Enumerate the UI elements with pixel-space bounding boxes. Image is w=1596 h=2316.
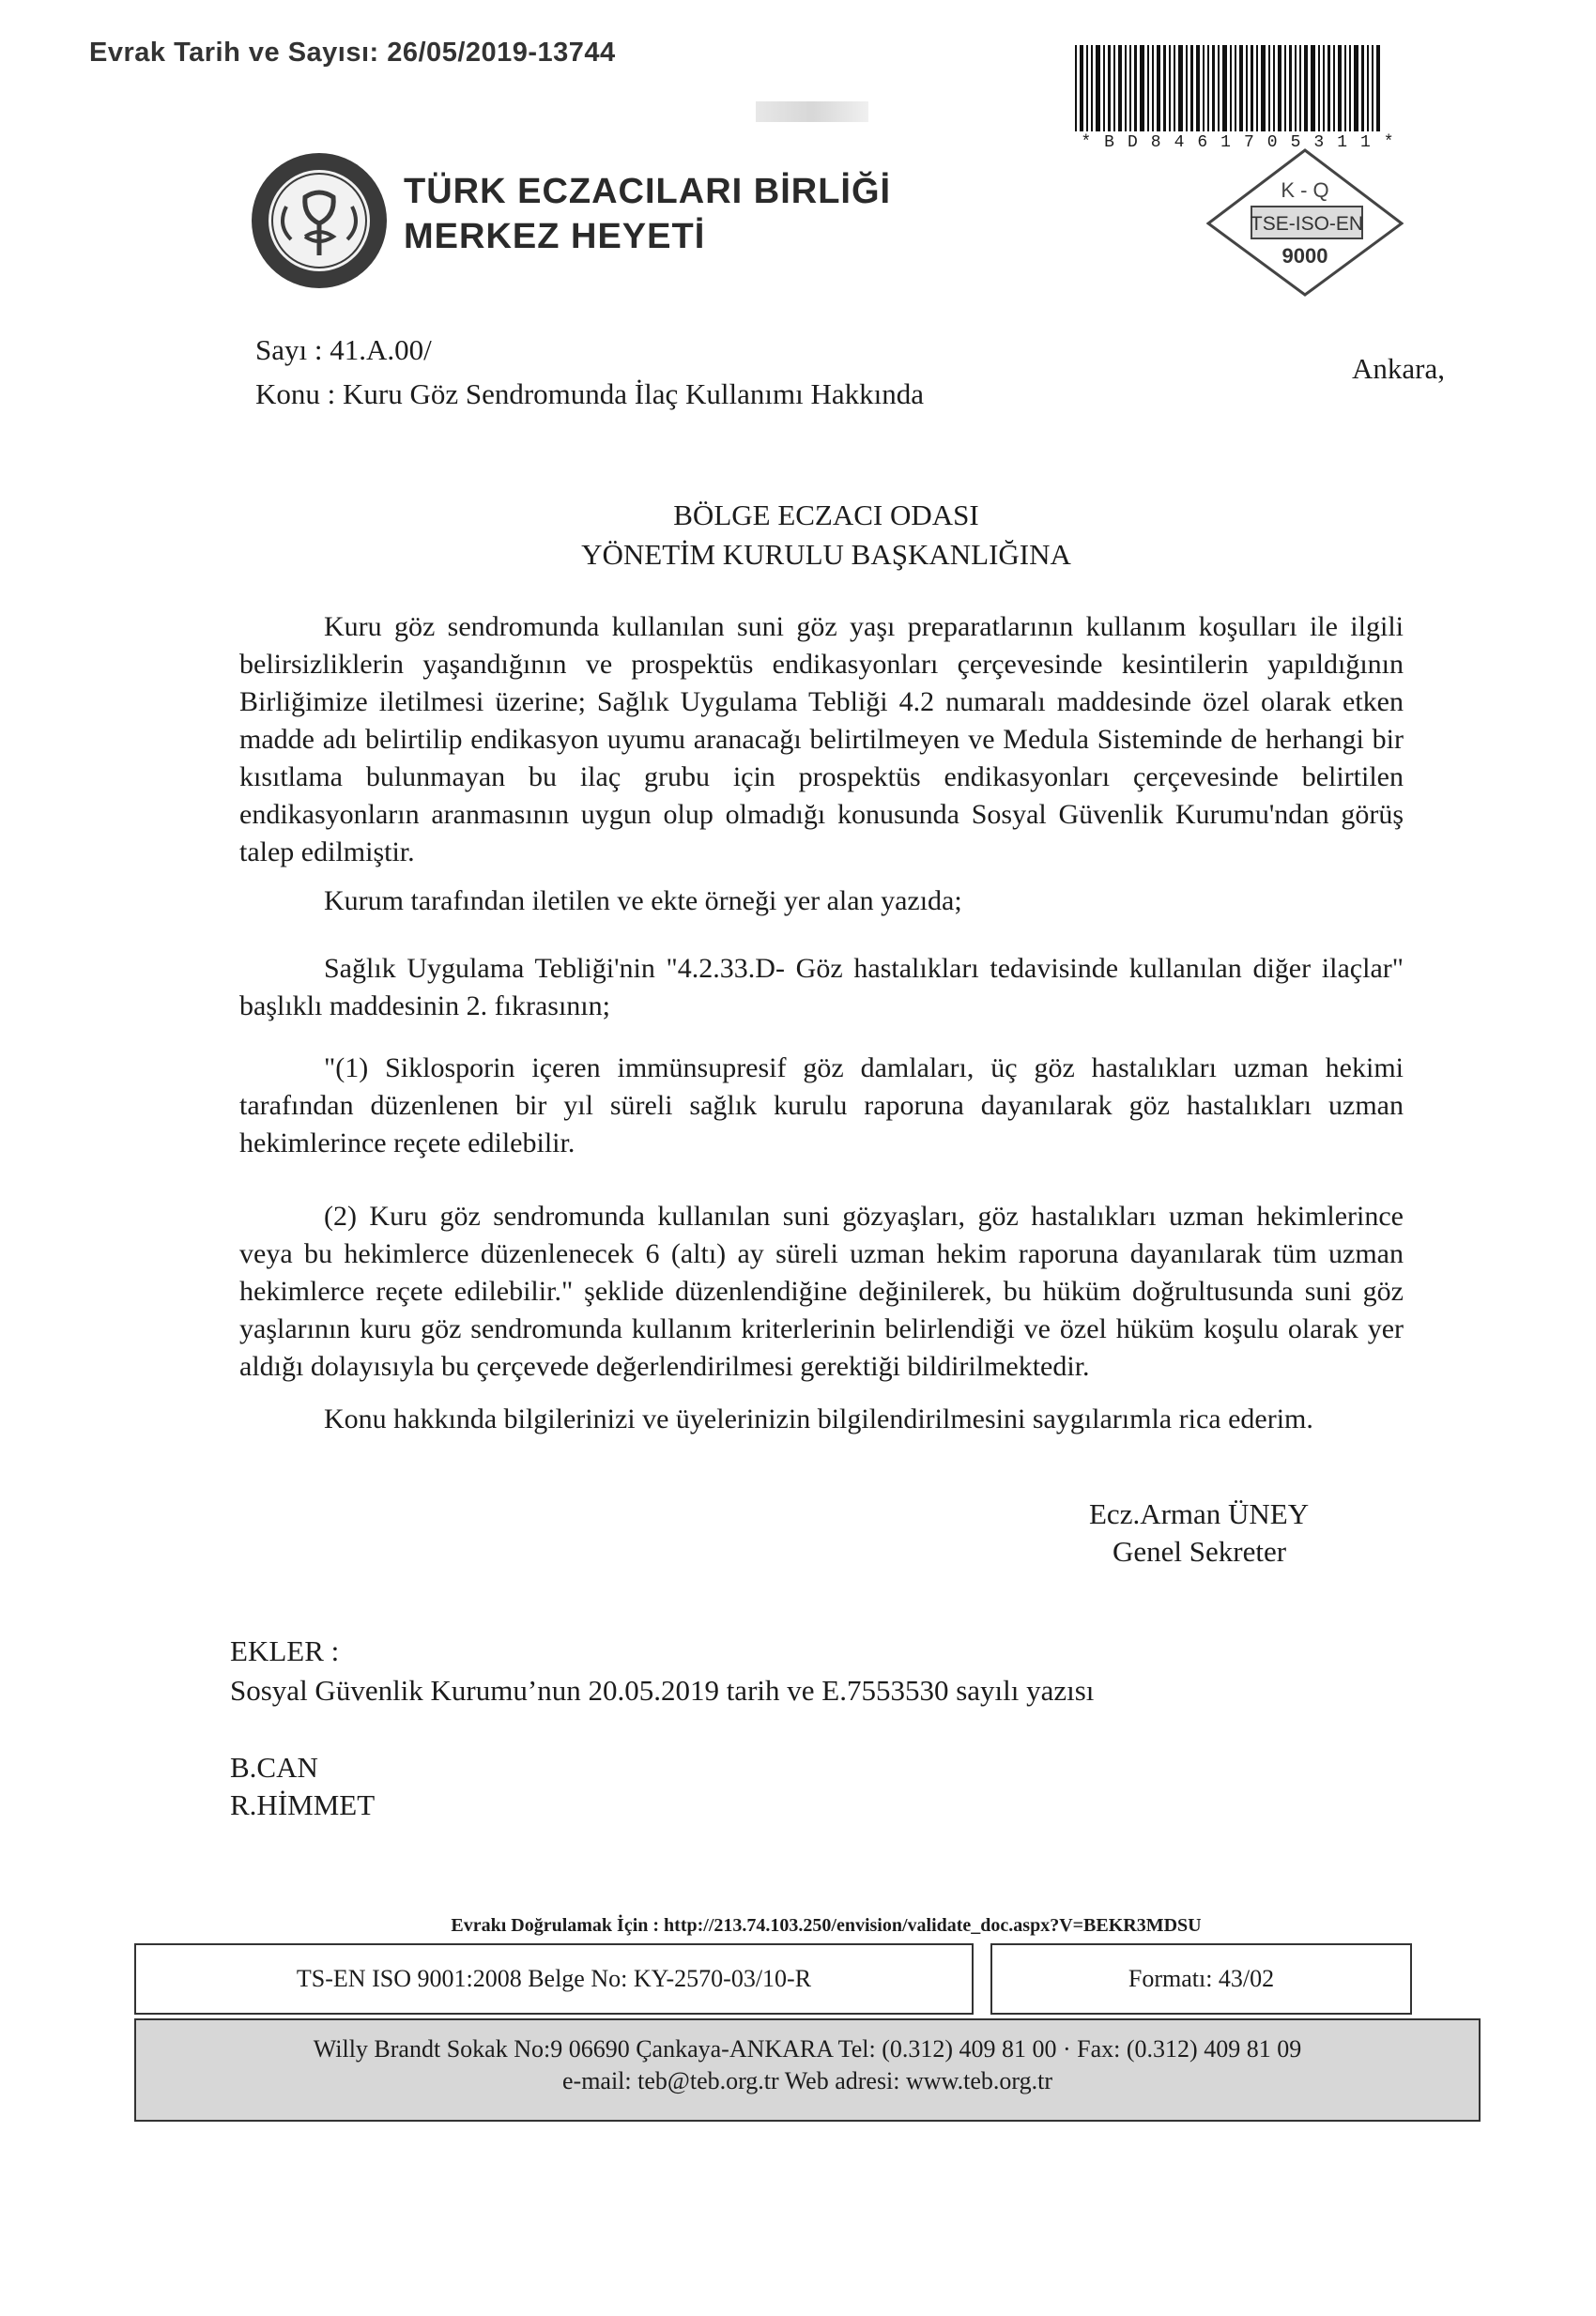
reference-number: Sayı : 41.A.00/	[255, 333, 432, 366]
barcode-bar	[1239, 45, 1243, 131]
barcode-bar	[1152, 45, 1154, 131]
barcode-bar	[1163, 45, 1166, 131]
barcode-bar	[1212, 45, 1215, 131]
body-paragraph-2	[239, 882, 1404, 920]
paragraph-text: (2) Kuru göz sendromunda kullanılan suni gözyaşları, göz hastalıkları uzman hekimlerince veya bu hekimlerce düzenlenecek 6 (altı) ay süreli uzman hekim raporuna dayanılarak tüm uzman hekimlerce reçete edilebilir." şeklide düzenlendiğine değinilerek, bu hüküm doğrultusunda suni göz yaşlarının kuru göz sendromunda kullanım kriterlerinin belirlendiği ve özel hüküm koşulu olarak yer aldığı dolayısıyla bu çerçevede değerlendirilmesi gerektiği bildirilmektedir.	[239, 1201, 1404, 1382]
body-paragraph-5	[239, 1198, 1404, 1386]
signatory-name: Ecz.Arman ÜNEY	[1089, 1497, 1310, 1530]
barcode-bar	[1261, 45, 1266, 131]
paragraph-text: Kurum tarafından iletilen ve ekte örneği yer alan yazıda;	[324, 885, 962, 916]
footer-email-web: e-mail: teb@teb.org.tr Web adresi: www.teb.org.tr	[562, 2067, 1052, 2094]
barcode-bar	[1361, 45, 1364, 131]
barcode-bar	[1318, 45, 1320, 131]
initials-line-1: B.CAN	[230, 1751, 318, 1784]
barcode-bar	[1103, 45, 1105, 131]
barcode-bar	[1268, 45, 1270, 131]
paragraph-text: Konu hakkında bilgilerinizi ve üyelerinizin bilgilendirilmesini saygılarımla rica ederim.	[324, 1403, 1313, 1434]
barcode-text: *BD8461705311*	[1081, 133, 1407, 152]
barcode-bar	[1075, 45, 1077, 131]
barcode-bar	[1222, 45, 1227, 131]
body-paragraph-1	[239, 608, 1404, 871]
barcode-bar	[1186, 45, 1188, 131]
barcode-bar	[1174, 45, 1175, 131]
barcode-bar	[1295, 45, 1297, 131]
barcode-bar	[1284, 45, 1286, 131]
barcode-bar	[1169, 45, 1171, 131]
cert-line-2: TSE-ISO-EN	[1250, 213, 1364, 235]
barcode-bars	[1075, 45, 1413, 131]
barcode-bar	[1311, 45, 1315, 131]
barcode-bar	[1256, 45, 1258, 131]
scan-artifact	[756, 101, 868, 122]
cert-line-3: 9000	[1281, 244, 1328, 268]
barcode-bar	[1125, 45, 1127, 131]
barcode-bar	[1147, 45, 1149, 131]
barcode-bar	[1096, 45, 1100, 131]
verification-link: Evrakı Doğrulamak İçin : http://213.74.103.250/envision/validate_doc.aspx?V=BEKR3MDSU	[451, 1915, 1202, 1936]
barcode-bar	[1230, 45, 1232, 131]
subject-line: Konu : Kuru Göz Sendromunda İlaç Kullanımı Hakkında	[255, 377, 924, 410]
barcode-bar	[1113, 45, 1115, 131]
barcode-bar	[1251, 45, 1253, 131]
barcode-bar	[1218, 45, 1220, 131]
city-date: Ankara,	[1352, 352, 1445, 385]
barcode-bar	[1333, 45, 1335, 131]
barcode-bar	[1203, 45, 1205, 131]
barcode-bar	[1108, 45, 1111, 131]
addressee-line-2: YÖNETİM KURULU BAŞKANLIĞINA	[581, 538, 1071, 571]
signatory-title: Genel Sekreter	[1113, 1535, 1287, 1568]
org-line-2: MERKEZ HEYETİ	[404, 217, 706, 256]
format-text: Formatı: 43/02	[1128, 1965, 1275, 1992]
barcode-bar	[1246, 45, 1248, 131]
barcode-bar	[1129, 45, 1131, 131]
footer-contact	[134, 2018, 1481, 2122]
barcode-bar	[1178, 45, 1183, 131]
iso-certificate-text: TS-EN ISO 9001:2008 Belge No: KY-2570-03/10-R	[296, 1965, 812, 1992]
barcode-bar	[1157, 45, 1160, 131]
barcode-bar	[1349, 45, 1351, 131]
barcode-bar	[1327, 45, 1330, 131]
footer-address: Willy Brandt Sokak No:9 06690 Çankaya-ANKARA Tel: (0.312) 409 81 00 · Fax: (0.312) 409 81 09	[313, 2035, 1302, 2063]
cert-line-1: K - Q	[1281, 178, 1329, 202]
barcode-bar	[1289, 45, 1292, 131]
paragraph-text: Sağlık Uygulama Tebliği'nin "4.2.33.D- Göz hastalıkları tedavisinde kullanılan diğer ilaçlar" başlıklı maddesinin 2. fıkrasının;	[239, 953, 1404, 1021]
barcode-bar	[1338, 45, 1342, 131]
attachment-item: Sosyal Güvenlik Kurumu’nun 20.05.2019 tarih ve E.7553530 sayılı yazısı	[230, 1674, 1095, 1707]
tse-certification-stamp	[1206, 148, 1404, 297]
body-paragraph-4	[239, 1050, 1404, 1162]
barcode-bar	[1235, 45, 1236, 131]
attachments-label: EKLER :	[230, 1634, 340, 1667]
barcode-bar	[1367, 45, 1369, 131]
barcode-bar	[1344, 45, 1346, 131]
barcode-bar	[1323, 45, 1325, 131]
barcode-bar	[1080, 45, 1083, 131]
format-box	[990, 1943, 1412, 2015]
barcode-bar	[1091, 45, 1093, 131]
teb-logo	[249, 150, 390, 291]
barcode-bar	[1207, 45, 1209, 131]
organization-name	[404, 169, 891, 259]
barcode	[1075, 45, 1413, 152]
barcode-bar	[1134, 45, 1137, 131]
initials-line-2: R.HİMMET	[230, 1788, 376, 1821]
barcode-bar	[1278, 45, 1281, 131]
paragraph-text: "(1) Siklosporin içeren immünsupresif göz damlaları, üç göz hastalıkları uzman hekimi tarafından düzenlenen bir yıl süreli sağlık kurulu raporuna dayanılarak göz hastalıkları uzman hekimlerince reçete edilebilir.	[239, 1052, 1404, 1158]
barcode-bar	[1086, 45, 1088, 131]
barcode-bar	[1190, 45, 1193, 131]
barcode-bar	[1304, 45, 1308, 131]
barcode-bar	[1372, 45, 1373, 131]
addressee-line-1: BÖLGE ECZACI ODASI	[673, 498, 979, 531]
barcode-bar	[1354, 45, 1358, 131]
addressee	[0, 496, 1596, 575]
barcode-bar	[1273, 45, 1275, 131]
paragraph-text: Kuru göz sendromunda kullanılan suni göz yaşı preparatlarının kullanım koşulları ile ilgili belirsizliklerin yaşandığının ve prospektüs endikasyonları çerçevesinde kesintilerin yapıldığının Birliğimize iletilmesi üzerine; Sağlık Uygulama Tebliği 4.2 numaralı maddesinde özel olarak etken madde adı belirtilip endikasyon uyumu aranacağı belirtilmeyen ve Medula Sisteminde de herhangi bir kısıtlama bulunmayan bu ilaç grubu için prospektüs endikasyonları çerçevesinde belirtilen endikasyonların aranmasının uygun olup olmadığı konusunda Sosyal Güvenlik Kurumu'ndan görüş talep edilmiştir.	[239, 611, 1404, 867]
iso-certificate-box	[134, 1943, 974, 2015]
barcode-bar	[1140, 45, 1144, 131]
barcode-bar	[1118, 45, 1122, 131]
body-paragraph-6	[239, 1401, 1404, 1438]
barcode-bar	[1196, 45, 1200, 131]
barcode-bar	[1299, 45, 1301, 131]
document-reference: Evrak Tarih ve Sayısı: 26/05/2019-13744	[89, 38, 616, 68]
barcode-bar	[1376, 45, 1380, 131]
body-paragraph-3	[239, 950, 1404, 1025]
org-line-1: TÜRK ECZACILARI BİRLİĞİ	[404, 172, 892, 211]
